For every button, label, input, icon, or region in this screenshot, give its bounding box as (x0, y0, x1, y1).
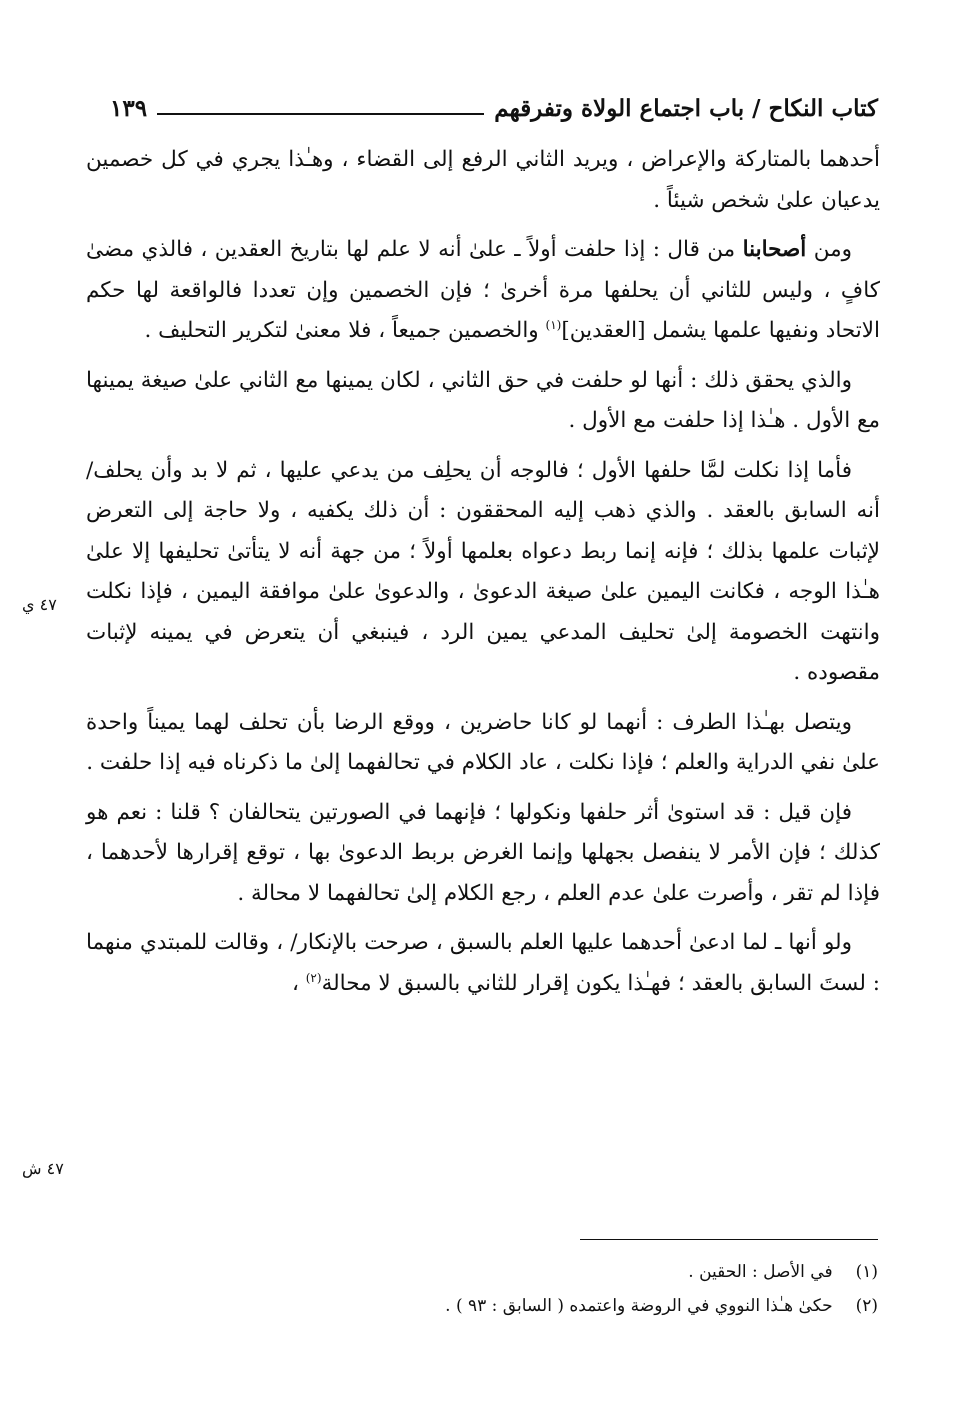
footnotes (300, 1255, 878, 1323)
trailing-comma: ، (291, 970, 299, 996)
p2-bold-term: أصحابنا (742, 237, 807, 262)
p2-lead: ومن (813, 237, 852, 262)
footnote-ref-2[interactable]: (٢) (305, 970, 322, 985)
page-number: ١٣٩ (110, 94, 148, 122)
header-rule (157, 113, 484, 115)
p2-rest: من قال : إذا حلفت أولاً ـ علىٰ أنه لا علم لها بتاريخ العقدين ، (200, 237, 736, 262)
footnote-text: حكىٰ هـٰذا النووي في الروضة واعتمده ( السابق : ٩٣ ) . (445, 1296, 833, 1316)
footnote-ref-1[interactable]: (١) (545, 317, 562, 332)
running-header (110, 88, 878, 128)
paragraph-5: ويتصل بهـٰذا الطرف : أنهما لو كانا حاضرين ، ووقع الرضا بأن تحلف لهما يميناً واحدة علىٰ نفي الدراية والعلم ؛ فإذا نكلت ، عاد الكلام في تحالفهما إلىٰ ما ذكرناه فيه إذا حلفت . (86, 709, 880, 775)
p2-body: فالذي مضىٰ كافٍ ، وليس للثاني أن يحلفها مرة أخرىٰ ؛ فإن الخصمين وإن تعددا فالواقعة لها حكم الاتحاد ونفيها علمها يشمل [العقدين] (86, 237, 880, 343)
p2-end: والخصمين جميعاً ، فلا معنىٰ لتكرير التحليف . (144, 318, 539, 343)
footnote-number: (١) (855, 1262, 878, 1282)
footnote-rule (580, 1239, 878, 1240)
paragraph-1: أحدهما بالمتاركة والإعراض ، ويريد الثاني الرفع إلى القضاء ، وهـٰذا يجري في كل خصمين يدعيان علىٰ شخص شيئاً . (86, 147, 880, 213)
footnote-1 (300, 1255, 878, 1289)
footnote-text: في الأصل : الحقين . (688, 1262, 833, 1282)
main-text (86, 140, 880, 1013)
margin-note-folio-2: ٤٧ ش (22, 1159, 64, 1178)
paragraph-6: فإن قيل : قد استوىٰ أثر حلفها ونكولها ؛ فإنهما في الصورتين يتحالفان ؟ قلنا : نعم هو كذلك ؛ فإن الأمر لا ينفصل بجهلها وإنما الغرض بربط الدعوىٰ بها ، توقع إقرارها لأحدهما ، فإذا لم تقر ، وأصرت علىٰ عدم العلم ، رجع الكلام إلىٰ تحالفهما لا محالة . (86, 799, 880, 906)
paragraph-4: فأما إذا نكلت لمَّا حلفها الأول ؛ فالوجه أن يحلِف من يدعي عليها ، ثم لا بد وأن يحلف/ أنه السابق بالعقد . والذي ذهب إليه المحققون : أن ذلك يكفيه ، ولا حاجة إلى التعرض لإثبات علمها بذلك ؛ فإنه إنما ربط دعواه بعلمها أولاً ؛ من جهة أنه لا يتأتىٰ تحليفها إلا علىٰ هـٰذا الوجه ، فكانت اليمين علىٰ صيغة الدعوىٰ ، والدعوىٰ علىٰ موافقة اليمين ، فإذا نكلت وانتهت الخصومة إلىٰ تحليف المدعي يمين الرد ، فينبغي أن يتعرض في يمينه لإثبات مقصوده . (86, 457, 880, 685)
footnote-number: (٢) (855, 1296, 878, 1316)
paragraph-3: والذي يحقق ذلك : أنها لو حلفت في حق الثاني ، لكان يمينها مع الثاني علىٰ صيغة يمينها مع الأول . هـٰذا إذا حلفت مع الأول . (86, 367, 880, 433)
paragraph-2 (86, 230, 880, 352)
p7-text: ولو أنها ـ لما ادعىٰ أحدهما عليها العلم بالسبق ، صرحت بالإنكار/ ، وقالت للمبتدي منهما : لستَ السابق بالعقد ؛ فهـٰذا يكون إقرار للثاني بالسبق لا محالة (86, 930, 880, 996)
margin-note-folio-1: ٤٧ ي (22, 595, 57, 614)
paragraph-7 (86, 923, 880, 1004)
chapter-title: كتاب النكاح / باب اجتماع الولاة وتفرقهم (494, 94, 878, 122)
footnote-2 (300, 1289, 878, 1323)
